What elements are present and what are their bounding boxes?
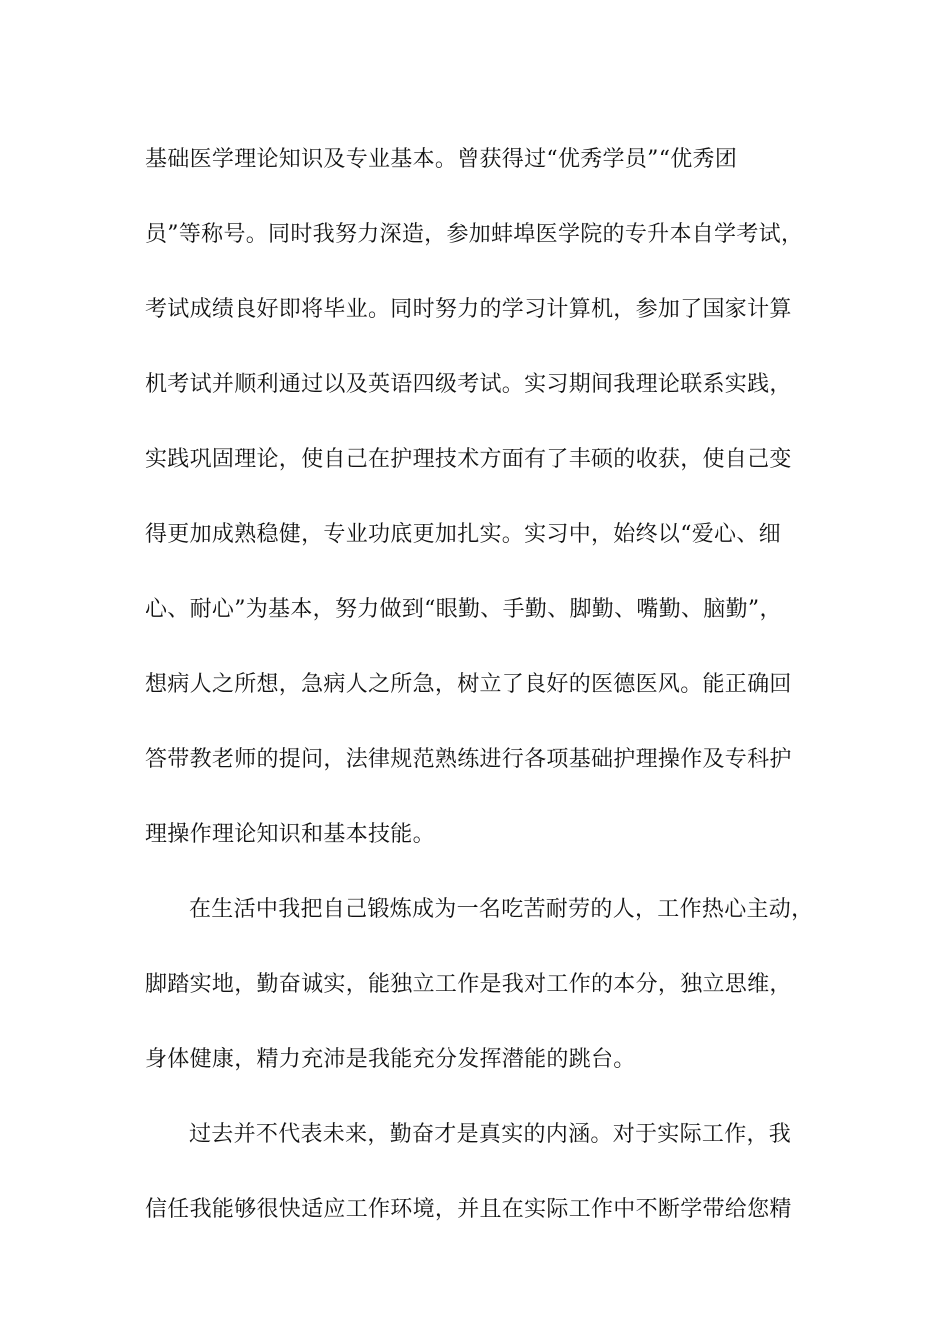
text-line: 机考试并顺利通过以及英语四级考试。实习期间我理论联系实践， <box>145 372 792 397</box>
text-line: 实践巩固理论，使自己在护理技术方面有了丰硕的收获，使自己变 <box>145 447 792 472</box>
text-line: 得更加成熟稳健，专业功底更加扎实。实习中，始终以“爱心、细 <box>145 522 781 547</box>
text-line: 理操作理论知识和基本技能。 <box>145 822 435 847</box>
paragraph-start-line: 在生活中我把自己锻炼成为一名吃苦耐劳的人，工作热心主动， <box>189 897 814 922</box>
document-body <box>145 130 815 1255</box>
text-line: 身体健康，精力充沛是我能充分发挥潜能的跳台。 <box>145 1047 636 1072</box>
text-line: 答带教老师的提问，法律规范熟练进行各项基础护理操作及专科护 <box>145 747 792 772</box>
text-line: 考试成绩良好即将毕业。同时努力的学习计算机，参加了国家计算 <box>145 297 792 322</box>
text-line: 信任我能够很快适应工作环境，并且在实际工作中不断学带给您精 <box>145 1197 792 1222</box>
text-line: 心、耐心”为基本，努力做到“眼勤、手勤、脚勤、嘴勤、脑勤”， <box>145 597 782 622</box>
text-line: 员”等称号。同时我努力深造，参加蚌埠医学院的专升本自学考试， <box>145 222 804 247</box>
paragraph-start-line: 过去并不代表未来，勤奋才是真实的内涵。对于实际工作，我 <box>189 1122 792 1147</box>
text-line: 脚踏实地，勤奋诚实，能独立工作是我对工作的本分，独立思维， <box>145 972 792 997</box>
text-line: 想病人之所想，急病人之所急，树立了良好的医德医风。能正确回 <box>145 672 792 697</box>
text-line: 基础医学理论知识及专业基本。曾获得过“优秀学员”“优秀团 <box>145 147 738 172</box>
